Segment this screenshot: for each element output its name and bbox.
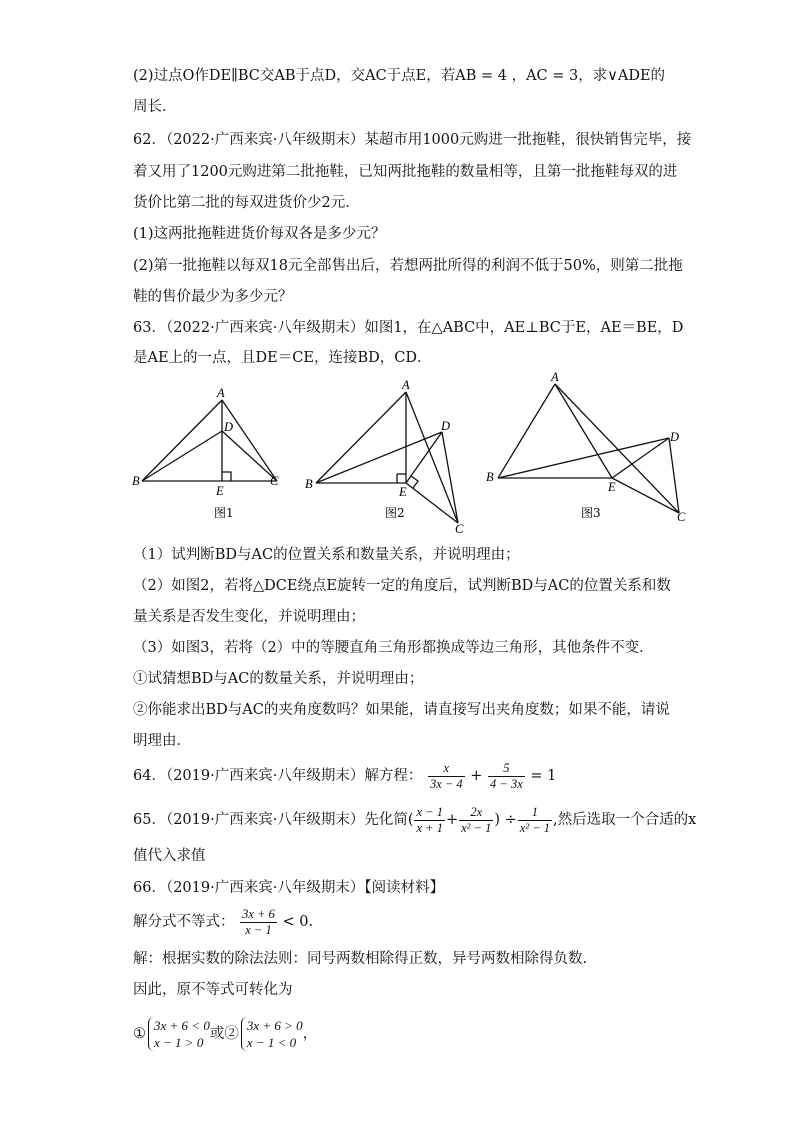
operator: + xyxy=(445,812,459,828)
fraction: $\frac{1}{\text{x² − 1}}$ xyxy=(519,804,551,835)
point-label-e: E xyxy=(399,485,407,499)
point-label-e: E xyxy=(608,480,616,494)
case-marker: ① xyxy=(133,1026,146,1042)
point-label-a: A xyxy=(402,378,410,392)
segment-dc xyxy=(669,438,679,513)
point-label-b: B xyxy=(305,477,313,491)
text-line: （1）试判断BD与AC的位置关系和数量关系，并说明理由； xyxy=(133,547,520,563)
segment-bd xyxy=(498,438,669,478)
text-line: 鞋的售价最少为多少元？ xyxy=(133,289,293,305)
question-64-prefix: 64．（2019·广西来宾·八年级期末）解方程： xyxy=(133,768,423,784)
operator: + xyxy=(470,768,483,784)
text-line: (2)过点O作DE∥BC交AB于点D，交AC于点E，若AB = 4 ，AC = 3，求∨ADE的 xyxy=(133,68,666,84)
text-line: 明理由． xyxy=(133,733,191,749)
text-line: 量关系是否发生变化，并说明理由； xyxy=(133,609,365,625)
inequality-rhs: < 0. xyxy=(282,914,314,930)
question-66-line: 66．（2019·广西来宾·八年级期末）【阅读材料】 xyxy=(133,880,445,896)
text-line: 解：根据实数的除法法则：同号两数相除得正数，异号两数相除得负数. xyxy=(133,951,588,967)
punctuation: ， xyxy=(302,1026,318,1042)
question-62-line: 62．（2022·广西来宾·八年级期末）某超市用1000元购进一批拖鞋，很快销售完毕，接 xyxy=(133,132,692,148)
text-line: 着又用了1200元购进第二批拖鞋，已知两批拖鞋的数量相等，且第一批拖鞋每双的进 xyxy=(133,164,678,180)
point-label-c: C xyxy=(455,522,464,533)
system-1: 3x + 6 < 0 x − 1 > 0 xyxy=(148,1017,210,1051)
point-label-d: D xyxy=(441,419,451,433)
figure-caption: 图2 xyxy=(385,506,405,520)
text-line: （2）如图2，若将△DCE绕点E旋转一定的角度后，试判断BD与AC的位置关系和数 xyxy=(133,578,671,594)
segment-ec xyxy=(612,478,679,513)
equation-rhs: = 1 xyxy=(530,768,557,784)
figure-2 xyxy=(300,378,480,533)
text: 解分式不等式： xyxy=(133,914,235,930)
segment-ac xyxy=(555,384,679,513)
fraction: $\frac{5}{4 - 3x}$ xyxy=(490,760,523,791)
point-label-e: E xyxy=(216,484,224,498)
point-label-d: D xyxy=(224,420,234,434)
fraction: $\frac{2x}{\text{x² − 1}}$ xyxy=(461,804,492,835)
operator: ) ÷ xyxy=(494,812,517,828)
point-label-a: A xyxy=(551,370,559,384)
or-text: 或 xyxy=(209,1026,225,1042)
segment-bd xyxy=(316,432,442,483)
segment-ac xyxy=(222,400,277,481)
text-line: 周长． xyxy=(133,99,177,115)
question-64 xyxy=(133,758,556,794)
text-line: （3）如图3，若将（2）中的等腰直角三角形都换成等边三角形，其他条件不变． xyxy=(133,640,654,656)
fraction: $\frac{3x + 6}{x - 1}$ xyxy=(242,906,275,937)
segment-ab xyxy=(142,400,222,481)
question-65-prefix: 65．（2019·广西来宾·八年级期末）先化简( xyxy=(133,812,414,828)
point-label-d: D xyxy=(670,430,680,444)
figure-caption: 图3 xyxy=(581,506,601,520)
right-angle-mark xyxy=(411,476,418,488)
figure-1 xyxy=(128,385,288,525)
question-65-suffix: ,然后选取一个合适的x xyxy=(553,812,697,828)
segment-bd xyxy=(142,431,222,481)
system-2: 3x + 6 > 0 x − 1 < 0 xyxy=(241,1017,303,1051)
fraction: $\frac{x - 1}{x + 1}$ xyxy=(416,804,443,835)
segment-cd xyxy=(222,431,277,481)
point-label-c: C xyxy=(677,510,686,524)
segment-dc xyxy=(442,432,458,523)
inequality-systems xyxy=(133,1014,317,1054)
text-line: (2)第一批拖鞋以每双18元全部售出后，若想两批所得的利润不低于50%，则第二批拖 xyxy=(133,258,683,274)
inequality-line xyxy=(133,904,313,940)
segment-ab xyxy=(316,392,406,483)
point-label-b: B xyxy=(486,470,494,484)
text-line: 货价比第二批的每双进货价少2元． xyxy=(133,195,360,211)
point-label-b: B xyxy=(132,474,140,488)
fraction: $\frac{x}{3x - 4}$ xyxy=(429,760,463,791)
segment-ae xyxy=(555,384,612,478)
figure-3 xyxy=(482,370,692,525)
question-63-line: 63．（2022·广西来宾·八年级期末）如图1，在△ABC中，AE⊥BC于E，AE＝BE，D xyxy=(133,320,684,336)
figure-caption: 图1 xyxy=(214,506,234,520)
right-angle-mark xyxy=(222,472,231,481)
question-65 xyxy=(133,802,696,838)
text-line: (1)这两批拖鞋进货价每双各是多少元？ xyxy=(133,226,386,242)
point-label-a: A xyxy=(217,386,225,400)
case-marker: ② xyxy=(224,1026,239,1042)
text-line: ②你能求出BD与AC的夹角度数吗？如果能，请直接写出夹角度数；如果不能，请说 xyxy=(133,702,670,718)
segment-ab xyxy=(498,384,555,478)
text-line: 因此，原不等式可转化为 xyxy=(133,982,293,998)
text-line: 是AE上的一点，且DE＝CE，连接BD，CD． xyxy=(133,350,432,366)
text-line: ①试猜想BD与AC的数量关系，并说明理由； xyxy=(133,671,424,687)
text-line: 值代入求值 xyxy=(133,848,206,864)
point-label-c: C xyxy=(270,474,279,488)
